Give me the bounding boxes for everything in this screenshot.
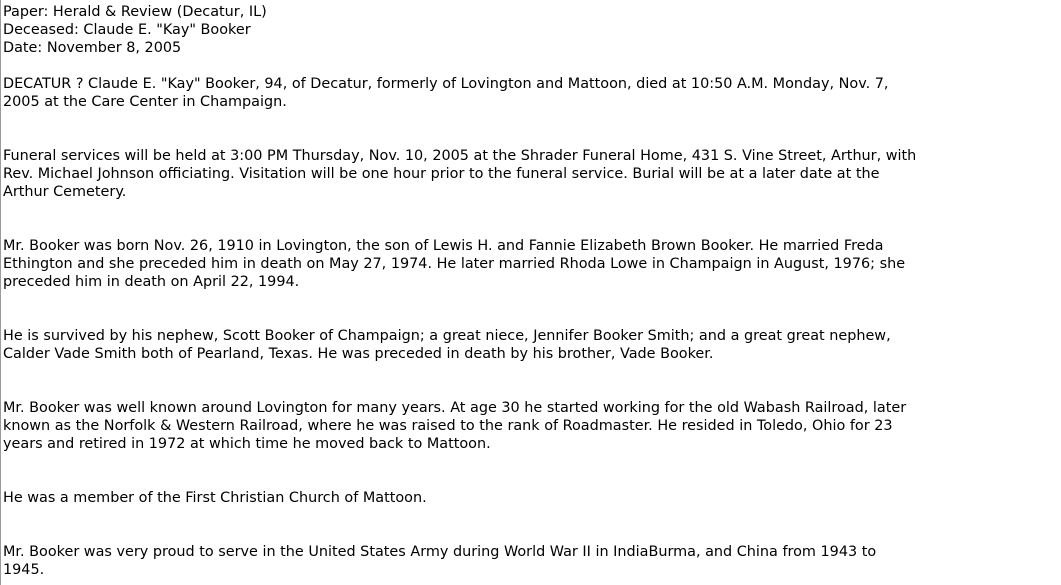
paragraph-funeral-services bbox=[3, 147, 1057, 201]
paragraph-line: years and retired in 1972 at which time he moved back to Mattoon. bbox=[3, 436, 491, 452]
paragraph-line: preceded him in death on April 22, 1994. bbox=[3, 274, 300, 290]
spacer bbox=[3, 453, 1057, 489]
spacer bbox=[3, 291, 1057, 327]
paragraph-survivors bbox=[3, 327, 1057, 363]
paragraph-line: Ethington and she preceded him in death on May 27, 1974. He later married Rhoda Lowe in Champaign in August, 1976; she bbox=[3, 256, 906, 272]
paragraph-line: He is survived by his nephew, Scott Booker of Champaign; a great niece, Jennifer Booker Smith; and a great great nephew, bbox=[3, 328, 891, 344]
paragraph-line: He was a member of the First Christian Church of Mattoon. bbox=[3, 490, 427, 506]
paragraph-line: Mr. Booker was very proud to serve in the United States Army during World War II in IndiaBurma, and China from 1943 to bbox=[3, 544, 877, 560]
paragraph-line: Mr. Booker was born Nov. 26, 1910 in Lovington, the son of Lewis H. and Fannie Elizabeth Brown Booker. He married Freda bbox=[3, 238, 884, 254]
paragraph-church bbox=[3, 489, 1057, 507]
paragraph-career bbox=[3, 399, 1057, 453]
paragraph-line: DECATUR ? Claude E. "Kay" Booker, 94, of Decatur, formerly of Lovington and Mattoon, died at 10:50 A.M. Monday, Nov. 7, bbox=[3, 76, 889, 92]
spacer bbox=[3, 201, 1057, 237]
header-block bbox=[3, 3, 1057, 57]
page-left-border bbox=[0, 0, 1, 585]
paper-line: Paper: Herald & Review (Decatur, IL) bbox=[3, 4, 267, 20]
paragraph-line: Rev. Michael Johnson officiating. Visitation will be one hour prior to the funeral service. Burial will be at a later date at the bbox=[3, 166, 880, 182]
spacer bbox=[3, 57, 1057, 75]
spacer bbox=[3, 363, 1057, 399]
paragraph-line: Mr. Booker was well known around Lovington for many years. At age 30 he started working for the old Wabash Railroad, later bbox=[3, 400, 907, 416]
paragraph-line: Funeral services will be held at 3:00 PM Thursday, Nov. 10, 2005 at the Shrader Funeral Home, 431 S. Vine Street, Arthur, with bbox=[3, 148, 917, 164]
paragraph-line: known as the Norfolk & Western Railroad, where he was raised to the rank of Roadmaster. He resided in Toledo, Ohio for 23 bbox=[3, 418, 893, 434]
spacer bbox=[3, 111, 1057, 147]
paragraph-death-notice bbox=[3, 75, 1057, 111]
spacer bbox=[3, 507, 1057, 543]
date-line: Date: November 8, 2005 bbox=[3, 40, 182, 56]
paragraph-line: Arthur Cemetery. bbox=[3, 184, 127, 200]
obituary-document bbox=[3, 3, 1057, 579]
paragraph-biography bbox=[3, 237, 1057, 291]
paragraph-line: 1945. bbox=[3, 562, 45, 578]
deceased-line: Deceased: Claude E. "Kay" Booker bbox=[3, 22, 251, 38]
paragraph-line: 2005 at the Care Center in Champaign. bbox=[3, 94, 287, 110]
paragraph-line: Calder Vade Smith both of Pearland, Texas. He was preceded in death by his brother, Vade Booker. bbox=[3, 346, 714, 362]
paragraph-military bbox=[3, 543, 1057, 579]
